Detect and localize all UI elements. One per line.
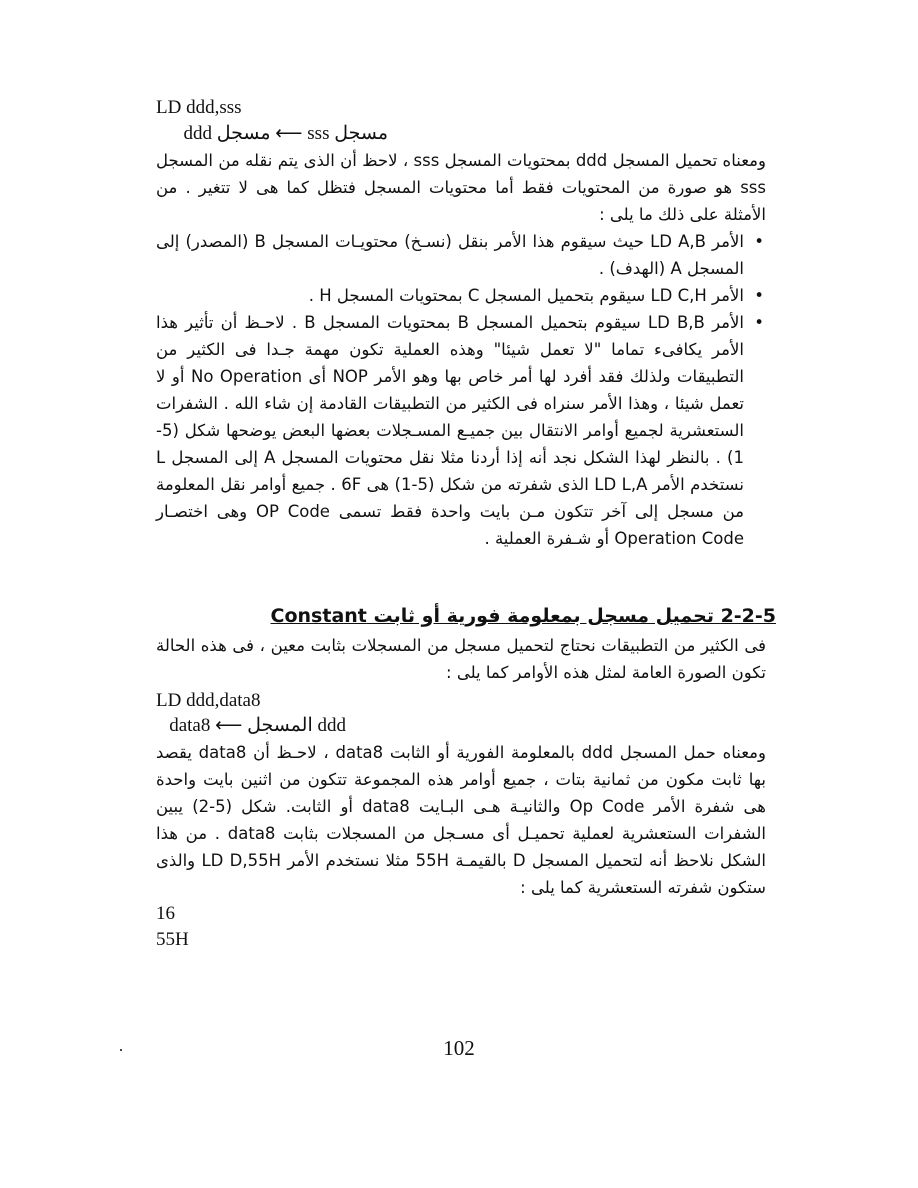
paragraph-register-copy [156, 147, 766, 552]
hex-code-opcode: 16 [156, 903, 175, 924]
code-line-ld-ddd-data8: LD ddd,data8 [156, 690, 261, 711]
paragraph-immediate-data: ومعناه حمل المسجل ddd بالمعلومة الفورية أو الثابت data8 ، لاحـظ أن data8 يقصد بها ثابت مكون من ثمانية بتات ، جميع أوامر هذه المجموعة تتكون من اثنين بايت واحدة هى شفرة الأمر Op Code والثانيـة هـى البـايت data8 أو الثابت. شكل (5-2) يبين الشفرات الستعشرية لعملية تحميـل أى مسـجل من المسجلات بثابت data8 . من هذا الشكل نلاحظ أنه لتحميل المسجل D بالقيمـة 55H مثلا نستخدم الأمر LD D,55H والذى ستكون شفرته الستعشرية كما يلى : [156, 743, 767, 897]
paragraph-text: ومعناه تحميل المسجل ddd بمحتويات المسجل sss ، لاحظ أن الذى يتم نقله من المسجل sss هو صورة من المحتويات فقط أما محتويات المسجل فتظل كما هى لا تتغير . من الأمثلة على ذلك ما يلى : [156, 151, 766, 224]
data8-transfer-line: ddd المسجل ⟵ data8 [169, 715, 346, 736]
list-item: • الأمر LD B,B سيقوم بتحميل المسجل B بمحتويات المسجل B . لاحـظ أن تأثير هذا الأمر يكافىء تماما "لا تعمل شيئا" وهذه العملية تكون مهمة جـدا فى الكثير من التطبيقات ولذلك فقد أفرد لها أمر خاص بها وهو الأمر NOP أى No Operation أو لا تعمل شيئا ، وهذا الأمر سنراه فى الكثير من التطبيقات القادمة إن شاء الله . الشفرات الستعشرية لجميع أوامر الانتقال بين جميـع المسـجلات بعضها البعض يوضحها شكل (5-1) . بالنظر لهذا الشكل نجد أنه إذا أردنا مثلا نقل محتويات المسجل A إلى المسجل L نستخدم الأمر LD L,A الذى شفرته من شكل (5-1) هى 6F . جميع أوامر نقل المعلومة من مسجل إلى آخر تتكون مـن بايت واحدة فقط تسمى OP Code وهى اختصـار Operation Code أو شـفرة العملية . [156, 309, 766, 552]
list-item: • الأمر LD C,H سيقوم بتحميل المسجل C بمحتويات المسجل H . [156, 282, 766, 309]
examples-list [156, 228, 766, 552]
section-intro: فى الكثير من التطبيقات نحتاج لتحميل مسجل من المسجلات بثابت معين ، فى هذه الحالة تكون الصورة العامة لمثل هذه الأوامر كما يلى : [156, 636, 766, 682]
code-line-ld-ddd-sss: LD ddd,sss [156, 97, 242, 118]
section-heading: 2-2-5 تحميل مسجل بمعلومة فورية أو ثابت Constant [270, 605, 776, 627]
register-transfer-line: مسجل sss ⟵ مسجل ddd [183, 123, 388, 144]
hex-code-data: 55H [156, 929, 189, 950]
list-item: • الأمر LD A,B حيث سيقوم هذا الأمر بنقل (نسـخ) محتويـات المسجل B (المصدر) إلى المسجل A (الهدف) . [156, 228, 766, 282]
page-number: 102 [443, 1036, 475, 1060]
